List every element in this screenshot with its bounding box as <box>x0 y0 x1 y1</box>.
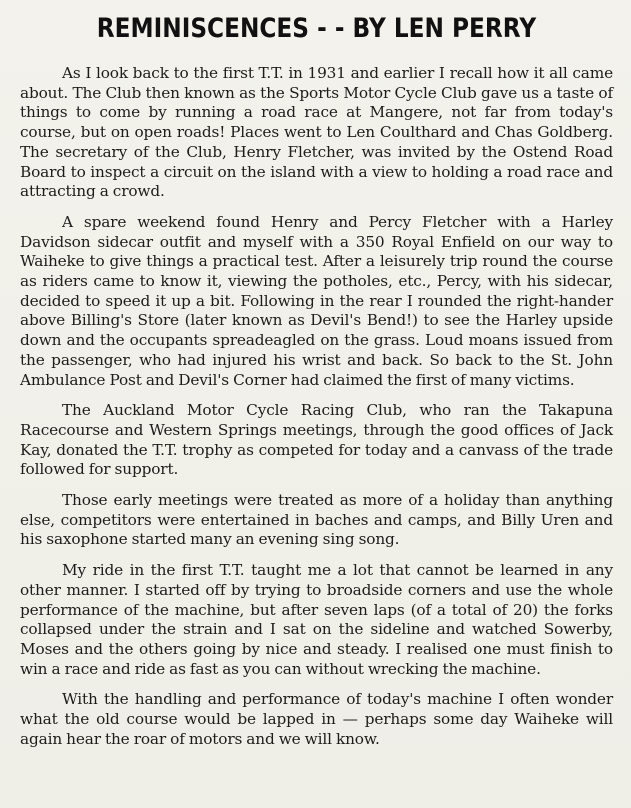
paragraph-4: Those early meetings were treated as more of a holiday than anything else, competitors were entertained in baches and camps, and Billy Uren and his saxophone started many an evening sing song. <box>20 491 613 549</box>
paragraph-3: The Auckland Motor Cycle Racing Club, who ran the Takapuna Racecourse and Western Springs meetings, through the good offices of Jack Kay, donated the T.T. trophy as competed for today and a canvass of the trade followed for support. <box>20 401 613 479</box>
paragraph-1: As I look back to the first T.T. in 1931 and earlier I recall how it all came about. The Club then known as the Sports Motor Cycle Club gave us a taste of things to come by running a road race at Mangere, not far from today's course, but on open roads! Places went to Len Coulthard and Chas Goldberg. The secretary of the Club, Henry Fletcher, was invited by the Ostend Road Board to inspect a circuit on the island with a view to holding a road race and attracting a crowd. <box>20 64 613 201</box>
paragraph-2: A spare weekend found Henry and Percy Fletcher with a Harley Davidson sidecar outfit and myself with a 350 Royal Enfield on our way to Waiheke to give things a practical test. After a leisurely trip round the course as riders came to know it, viewing the potholes, etc., Percy, with his sidecar, decided to speed it up a bit. Following in the rear I rounded the right-hander above Billing's Store (later known as Devil's Bend!) to see the Harley upside down and the occupants spreadeagled on the grass. Loud moans issued from the passenger, who had injured his wrist and back. So back to the St. John Ambulance Post and Devil's Corner had claimed the first of many victims. <box>20 212 613 389</box>
paragraph-5: My ride in the first T.T. taught me a lot that cannot be learned in any other manner. I started off by trying to broadside corners and use the whole performance of the machine, but after seven laps (of a total of 20) the forks collapsed under the strain and I sat on the sideline and watched Sowerby, Moses and the others going by nice and steady. I realised one must finish to win a race and ride as fast as you can without wrecking the machine. <box>20 561 613 678</box>
paragraph-6: With the handling and performance of today's machine I often wonder what the old course would be lapped in — perhaps some day Waiheke will again hear the roar of motors and we will know. <box>20 690 613 748</box>
article-title: REMINISCENCES - - BY LEN PERRY <box>96 13 537 44</box>
